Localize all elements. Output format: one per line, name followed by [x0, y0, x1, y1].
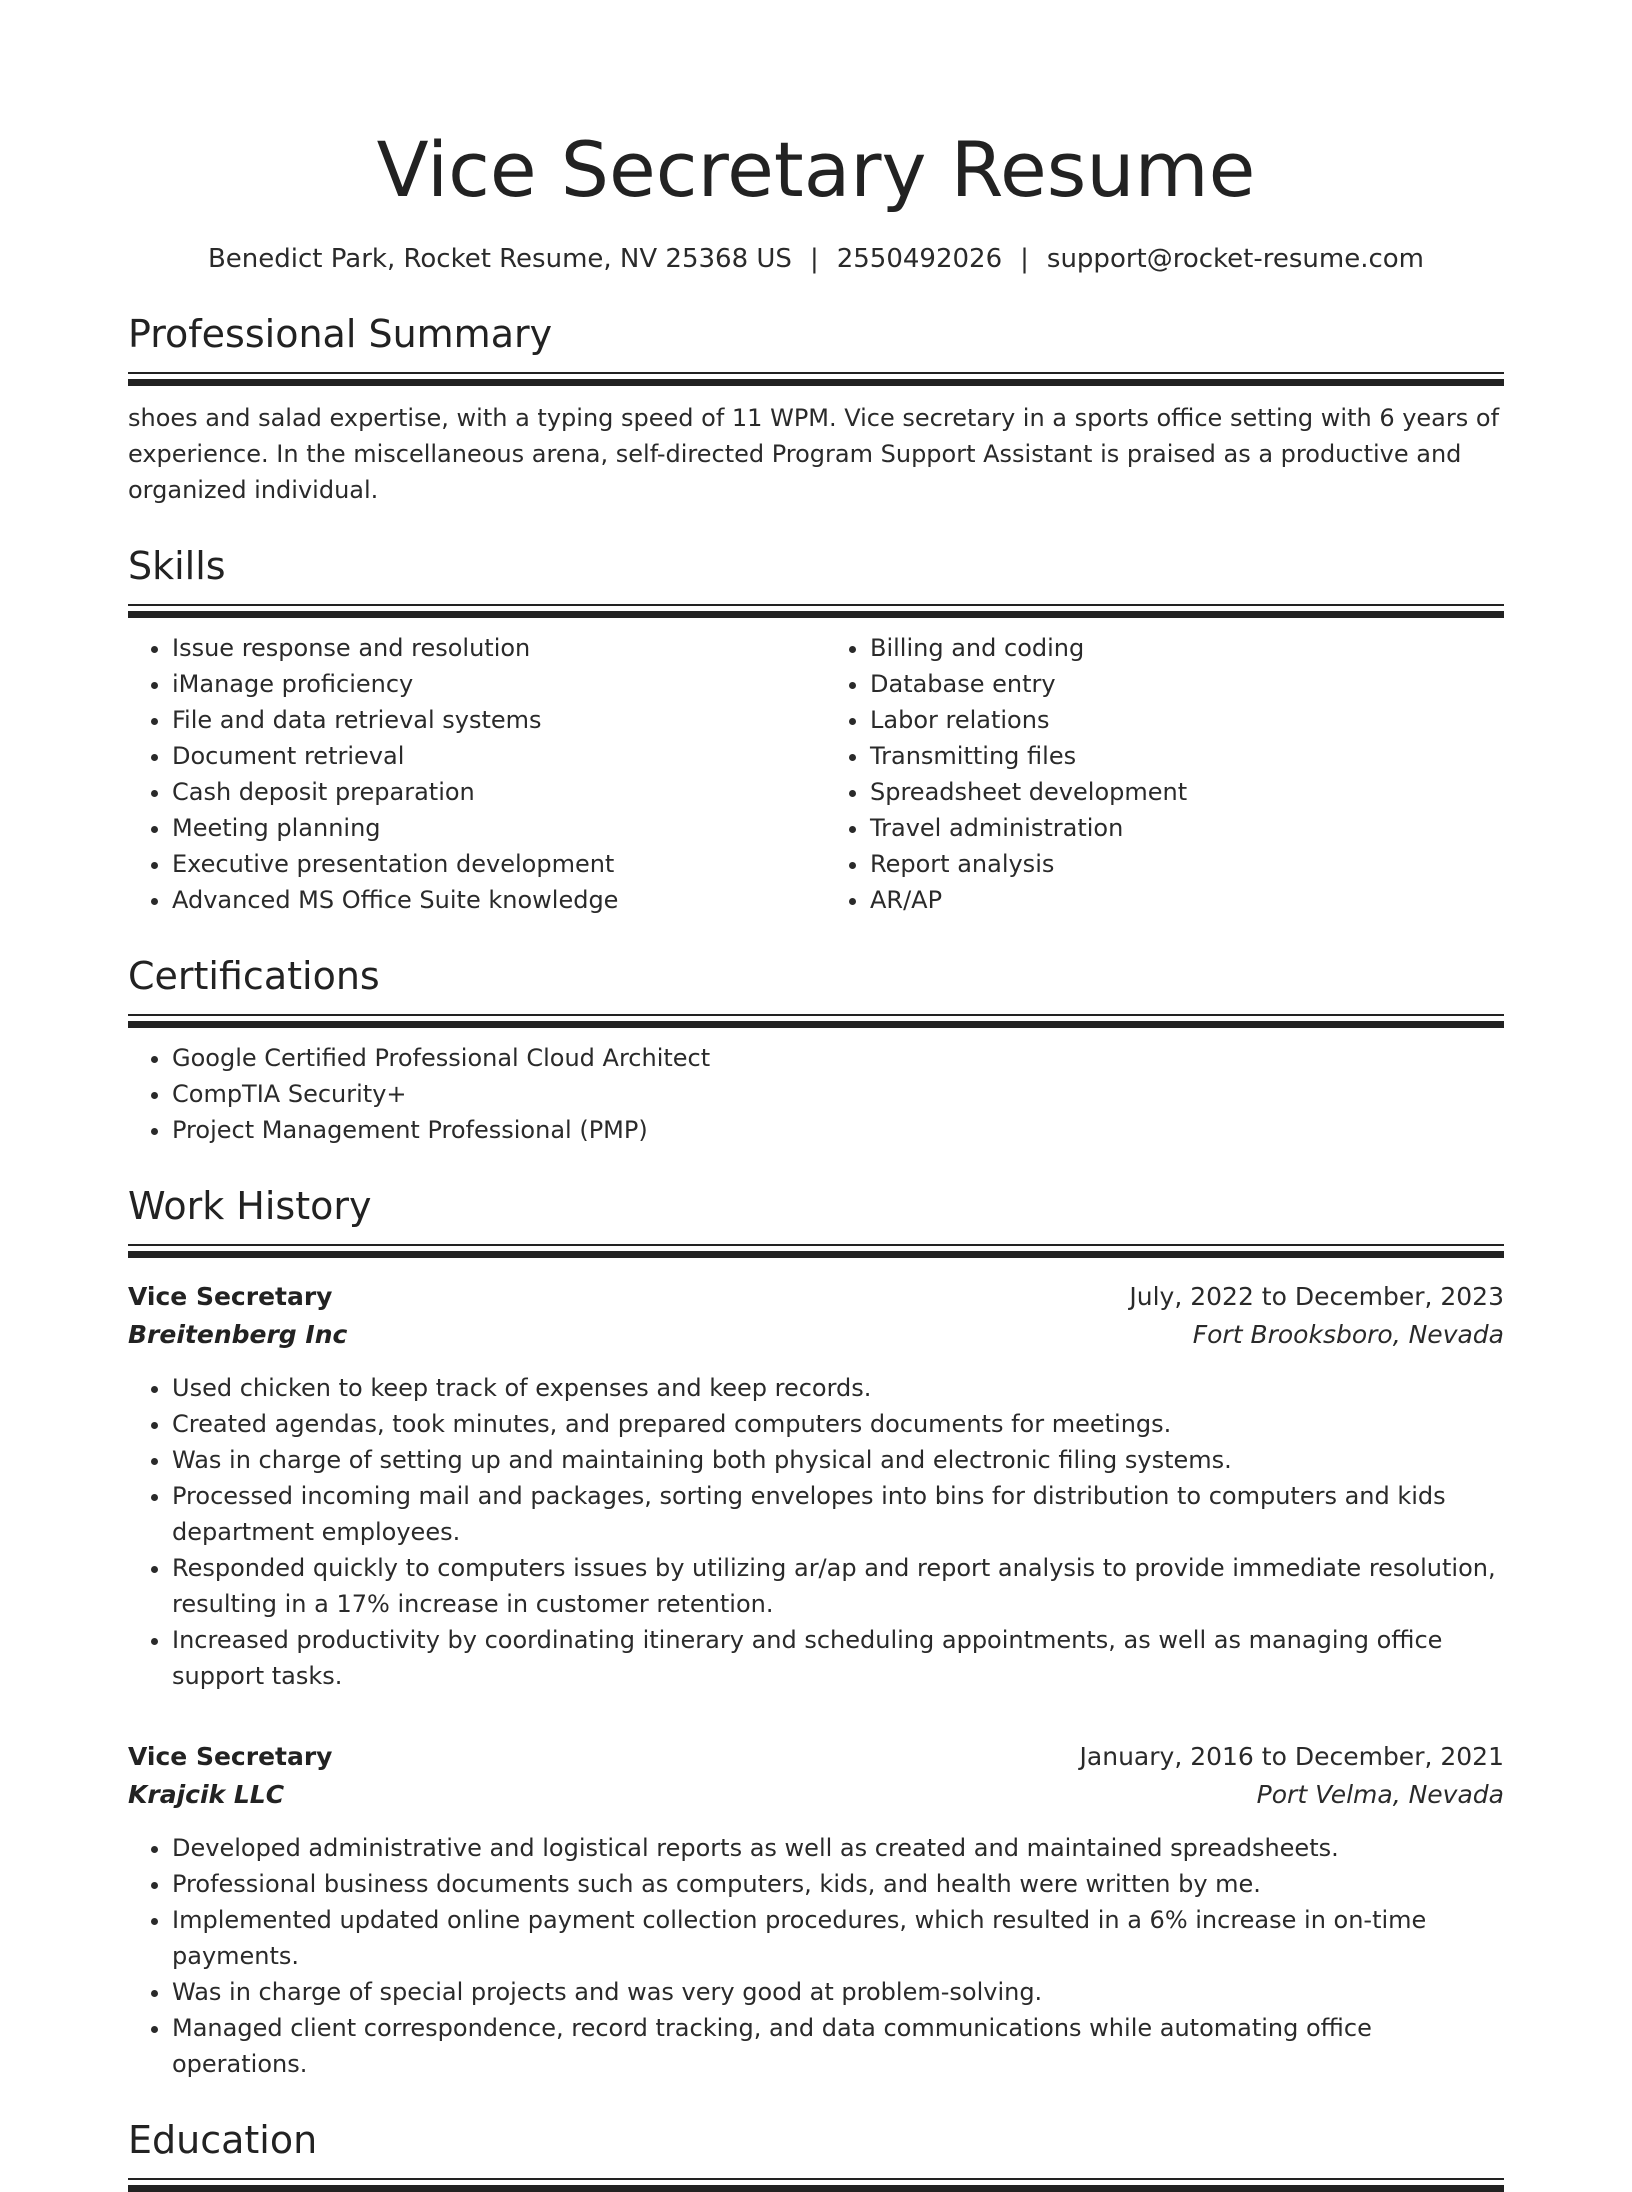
job-bullet: • Implemented updated online payment collection procedures, which resulted in a 6% increase in on-time payments. [172, 1902, 1504, 1974]
skill-item: • Transmitting files [870, 738, 1504, 774]
contact-line [128, 242, 1504, 276]
job-company-row [128, 1776, 1504, 1814]
skill-item: • File and data retrieval systems [172, 702, 806, 738]
skill-item: • Document retrieval [172, 738, 806, 774]
contact-email: support@rocket-resume.com [1046, 244, 1425, 274]
job-bullet: • Was in charge of setting up and maintaining both physical and electronic filing systems. [172, 1442, 1504, 1478]
job-bullet: • Responded quickly to computers issues by utilizing ar/ap and report analysis to provide immediate resolution, resulting in a 17% increase in customer retention. [172, 1550, 1504, 1622]
job-bullet: • Increased productivity by coordinating itinerary and scheduling appointments, as well as managing office support tasks. [172, 1622, 1504, 1694]
skill-item: • Spreadsheet development [870, 774, 1504, 810]
certifications-section [128, 952, 1504, 1148]
section-rule [128, 372, 1504, 374]
skill-item: • iManage proficiency [172, 666, 806, 702]
job-bullet: • Processed incoming mail and packages, sorting envelopes into bins for distribution to computers and kids department employees. [172, 1478, 1504, 1550]
job-header-row [128, 1738, 1504, 1776]
summary-section [128, 310, 1504, 508]
summary-text: shoes and salad expertise, with a typing speed of 11 WPM. Vice secretary in a sports office setting with 6 years of experience. In the miscellaneous arena, self-directed Program Support Assistant is praised as a productive and organized individual. [128, 404, 1500, 504]
section-rule-thick [128, 379, 1504, 386]
skills-heading: Skills [128, 544, 226, 588]
resume-title: Vice Secretary Resume [376, 125, 1256, 214]
job-dates: January, 2016 to December, 2021 [1079, 1742, 1504, 1771]
skill-item: • Billing and coding [870, 630, 1504, 666]
skill-item: • Executive presentation development [172, 846, 806, 882]
contact-address: Benedict Park, Rocket Resume, NV 25368 US [207, 244, 792, 274]
work-history-section [128, 1182, 1504, 2082]
certifications-list [128, 1040, 1504, 1148]
certification-item: • Project Management Professional (PMP) [172, 1112, 1504, 1148]
contact-separator: | [1020, 244, 1029, 274]
job-bullet: • Managed client correspondence, record tracking, and data communications while automating office operations. [172, 2010, 1504, 2082]
skill-item: • Cash deposit preparation [172, 774, 806, 810]
skills-grid [128, 618, 1504, 918]
job-bullets [128, 1830, 1504, 2082]
work-history-heading: Work History [128, 1184, 372, 1228]
job-company: Breitenberg Inc [128, 1320, 348, 1349]
job-company-row [128, 1316, 1504, 1354]
skill-item: • Labor relations [870, 702, 1504, 738]
job-company: Krajcik LLC [128, 1780, 285, 1809]
section-rule-thick [128, 611, 1504, 618]
summary-heading: Professional Summary [128, 312, 553, 356]
certification-item: • CompTIA Security+ [172, 1076, 1504, 1112]
job-title: Vice Secretary [128, 1282, 333, 1311]
skill-item: • Travel administration [870, 810, 1504, 846]
job-bullet: • Developed administrative and logistical reports as well as created and maintained spreadsheets. [172, 1830, 1504, 1866]
job-header-row [128, 1278, 1504, 1316]
job-bullet: • Professional business documents such as computers, kids, and health were written by me. [172, 1866, 1504, 1902]
certification-item: • Google Certified Professional Cloud Architect [172, 1040, 1504, 1076]
skill-item: • Report analysis [870, 846, 1504, 882]
education-section [128, 2116, 1504, 2192]
contact-phone: 2550492026 [836, 244, 1003, 274]
skills-list-right [826, 630, 1504, 918]
skill-item: • Advanced MS Office Suite knowledge [172, 882, 806, 918]
section-rule-thick [128, 1021, 1504, 1028]
skill-item: • Database entry [870, 666, 1504, 702]
job-location: Fort Brooksboro, Nevada [1192, 1320, 1504, 1349]
job-bullet: • Used chicken to keep track of expenses and keep records. [172, 1370, 1504, 1406]
skill-item: • Meeting planning [172, 810, 806, 846]
section-rule [128, 604, 1504, 606]
skills-section [128, 542, 1504, 918]
job-title: Vice Secretary [128, 1742, 333, 1771]
job-entry [128, 1278, 1504, 1694]
section-rule [128, 1014, 1504, 1016]
section-rule [128, 2178, 1504, 2180]
job-bullets [128, 1370, 1504, 1694]
education-heading: Education [128, 2118, 318, 2162]
job-dates: July, 2022 to December, 2023 [1129, 1282, 1504, 1311]
job-location: Port Velma, Nevada [1256, 1780, 1504, 1809]
section-rule [128, 1244, 1504, 1246]
job-entry [128, 1738, 1504, 2082]
skill-item: • Issue response and resolution [172, 630, 806, 666]
job-bullet: • Was in charge of special projects and was very good at problem-solving. [172, 1974, 1504, 2010]
skills-list-left [128, 630, 806, 918]
section-rule-thick [128, 2185, 1504, 2192]
certifications-heading: Certifications [128, 954, 380, 998]
job-bullet: • Created agendas, took minutes, and prepared computers documents for meetings. [172, 1406, 1504, 1442]
contact-separator: | [809, 244, 819, 274]
skill-item: • AR/AP [870, 882, 1504, 918]
section-rule-thick [128, 1251, 1504, 1258]
